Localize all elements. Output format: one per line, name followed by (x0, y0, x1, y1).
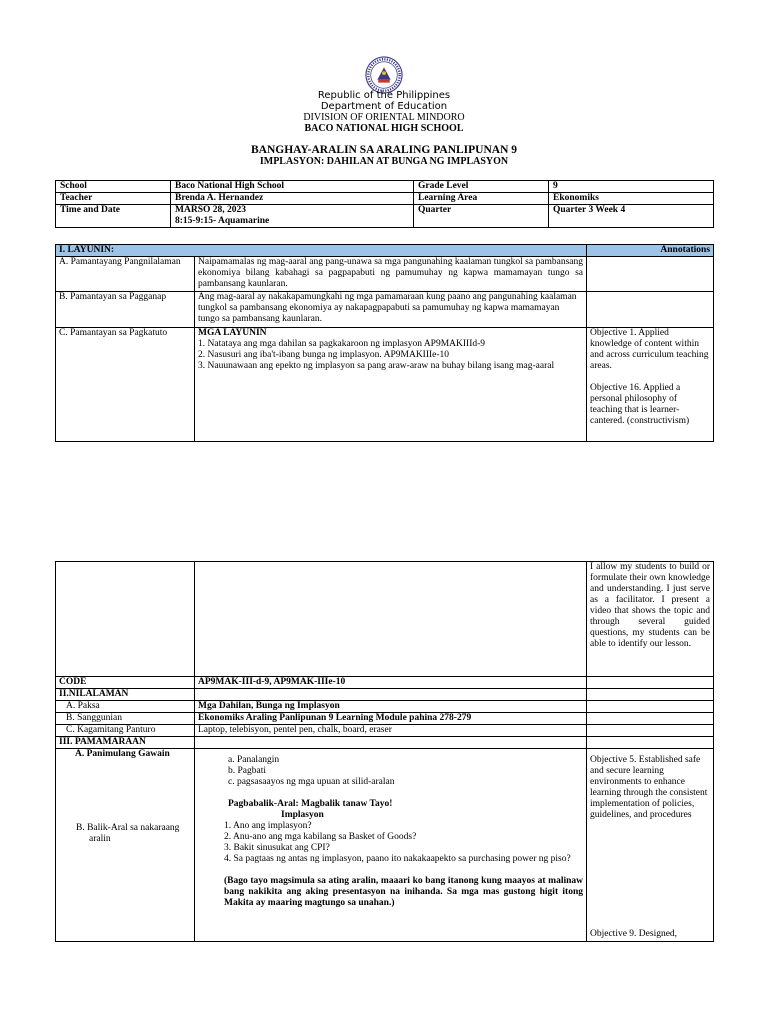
teacher-value: Brenda A. Hernandez (171, 193, 414, 205)
document-subtitle: IMPLASYON: DAHILAN AT BUNGA NG IMPLASYON (259, 156, 509, 167)
annotation-gawain (587, 749, 714, 942)
step-panalangin: a. Panalangin (228, 755, 280, 765)
school-label: School (56, 181, 171, 193)
review-question-3: 3. Bakit sinusukat ang CPI? (224, 843, 330, 853)
document-title: BANGHAY-ARALIN SA ARALING PANLIPUNAN 9 (250, 144, 518, 156)
annotation-objective-1: Objective 1. Applied knowledge of content within and across curriculum teaching areas. (590, 328, 709, 371)
pamantayan-pagkatuto-label: C. Pamantayan sa Pagkatuto (56, 328, 195, 442)
annotation-objective-5: Objective 5. Established safe and secure learning environments to enhance learning through the consistent implementation of policies, guidelines, and procedures (590, 755, 708, 820)
quarter-value: Quarter 3 Week 4 (549, 205, 714, 228)
header-division: DIVISION OF ORIENTAL MINDORO (303, 112, 465, 123)
step-pagbati: b. Pagbati (228, 766, 266, 776)
pamantayan-pagkatuto-text (195, 328, 587, 442)
panimulang-gawain-label: A. Panimulang Gawain (75, 749, 170, 759)
code-label: CODE (56, 677, 195, 689)
nilalaman-value (195, 689, 587, 701)
annotation-objective-16: Objective 16. Applied a personal philosophy of teaching that is learner-cantered. (constructivism) (590, 383, 690, 426)
time-range: 8:15-9:15- Aquamarine (175, 216, 270, 226)
sanggunian-label: B. Sanggunian (56, 713, 195, 725)
annotation-objective-9: Objective 9. Designed, (590, 929, 678, 939)
info-table (55, 180, 714, 228)
teacher-label: Teacher (56, 193, 171, 205)
annotation-b (587, 292, 714, 328)
pamamaraan-label: III. PAMAMARAAN (56, 737, 195, 749)
code-value: AP9MAK-III-d-9, AP9MAK-IIIe-10 (195, 677, 587, 689)
grade-label: Grade Level (414, 181, 549, 193)
gawain-content (195, 749, 587, 942)
review-question-2: 2. Anu-ano ang mga kabilang sa Basket of Goods? (224, 832, 417, 842)
annotation-nilalaman (587, 689, 714, 701)
annotation-code (587, 677, 714, 689)
pamantayan-pagganap-text: Ang mag-aaral ay nakakapamungkahi ng mga pamamaraan kung paano ang pangunahing kaalaman tungkol sa pambansang ekonomiya ay nakapagpapabuti sa pamumuhay ng kapwa mamamayan tungo sa pambansang kaunlaran. (195, 292, 587, 328)
balik-aral-label-line2: aralin (89, 834, 111, 844)
kagamitan-value: Laptop, telebisyon, pentel pen, chalk, board, eraser (195, 725, 587, 737)
area-value: Ekonomiks (549, 193, 714, 205)
review-topic: Implasyon (281, 810, 324, 820)
annotation-sanggunian (587, 713, 714, 725)
time-date: MARSO 28, 2023 (175, 205, 246, 215)
pamamaraan-table (55, 561, 714, 942)
layunin-item-2: 2. Nasusuri ang iba't-ibang bunga ng implasyon. AP9MAKIIIe-10 (198, 350, 450, 360)
annotation-c (587, 328, 714, 442)
pamantayan-pagganap-label: B. Pamantayan sa Pagganap (56, 292, 195, 328)
gawain-labels (56, 749, 195, 942)
annotation-constructivism: I allow my students to build or formulate their own knowledge and understanding. I just serve as a facilitator. I present a video that shows the topic and through several guided questions, my students can be able to identify our lesson. (587, 562, 714, 677)
header-department: Department of Education (320, 101, 448, 112)
annotation-kagamitan (587, 725, 714, 737)
blank-label-cell (56, 562, 195, 677)
pamamaraan-value (195, 737, 587, 749)
balik-aral-label-line1: B. Balik-Aral sa nakaraang (76, 823, 180, 833)
layunin-heading-row (56, 245, 714, 257)
annotation-pamamaraan (587, 737, 714, 749)
school-value: Baco National High School (171, 181, 414, 193)
review-title: Pagbabalik-Aral: Magbalik tanaw Tayo! (228, 799, 393, 809)
balik-aral-label (76, 823, 179, 845)
header-school: BACO NATIONAL HIGH SCHOOL (304, 123, 464, 134)
header-republic: Republic of the Philippines (317, 90, 451, 101)
paksa-label: A. Paksa (56, 701, 195, 713)
review-question-4: 4. Sa pagtaas ng antas ng implasyon, paano ito nakakaapekto sa purchasing power ng piso? (224, 854, 571, 864)
area-label: Learning Area (414, 193, 549, 205)
annotations-heading: Annotations (587, 245, 714, 257)
pamantayang-pangnilalaman-label: A. Pamantayang Pangnilalaman (56, 257, 195, 292)
time-value (171, 205, 414, 228)
layunin-heading: I. LAYUNIN: (56, 245, 587, 257)
step-pagsasaayos: c. pagsasaayos ng mga upuan at silid-aralan (228, 777, 395, 787)
review-closing-note: (Bago tayo magsimula sa ating aralin, maaari ko bang itanong kung maayos at malinaw bang nakikita ang aking presentasyon na inihanda. Sa mga mas gustong higit itong Makita ay maaring magtungo sa unahan.) (224, 876, 583, 908)
pamantayang-pangnilalaman-text: Naipamamalas ng mag-aaral ang pang-unawa sa mga pangunahing kaalaman tungkol sa pambansang ekonomiya bilang kabahagi sa pagpapabuti ng pamumuhay ng kapwa mamamayan tungo sa pambansang kaunlaran. (195, 257, 587, 292)
annotation-paksa (587, 701, 714, 713)
nilalaman-label: II.NILALAMAN (56, 689, 195, 701)
layunin-item-1: 1. Natataya ang mga dahilan sa pagkakaroon ng implasyon AP9MAKIIId-9 (198, 339, 486, 349)
layunin-item-3: 3. Nauunawaan ang epekto ng implasyon sa pang araw-araw na buhay bilang isang mag-aaral (198, 361, 555, 371)
annotation-a (587, 257, 714, 292)
blank-content-cell (195, 562, 587, 677)
quarter-label: Quarter (414, 205, 549, 228)
deped-seal-icon (365, 56, 403, 94)
grade-value: 9 (549, 181, 714, 193)
time-label: Time and Date (56, 205, 171, 228)
sanggunian-value: Ekonomiks Araling Panlipunan 9 Learning Module pahina 278-279 (195, 713, 587, 725)
layunin-table (55, 244, 714, 442)
kagamitan-label: C. Kagamitang Panturo (56, 725, 195, 737)
paksa-value: Mga Dahilan, Bunga ng Implasyon (195, 701, 587, 713)
mga-layunin-heading: MGA LAYUNIN (198, 328, 267, 338)
review-question-1: 1. Ano ang implasyon? (224, 821, 312, 831)
